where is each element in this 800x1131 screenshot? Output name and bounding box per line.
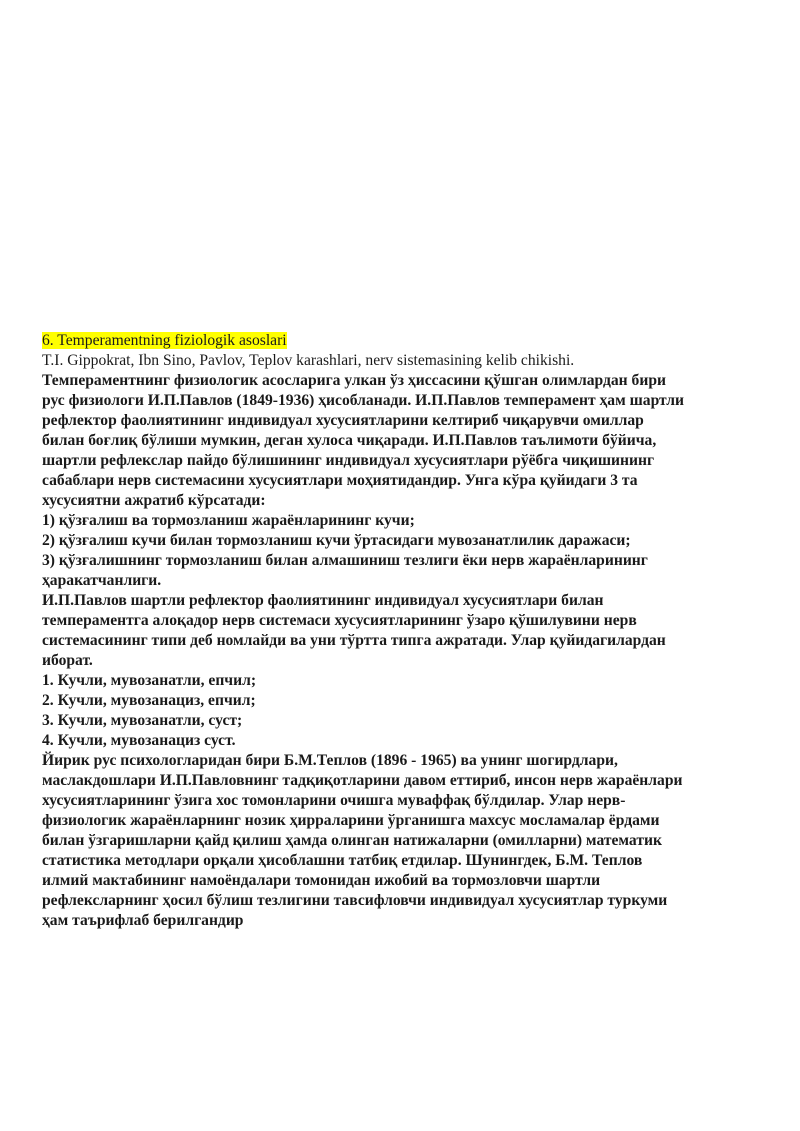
section-subheading: T.I. Gippokrat, Ibn Sino, Pavlov, Teplov karashlari, nerv sistemasining kelib chikishi. bbox=[42, 352, 575, 369]
paragraph-line: маслакдошлари И.П.Павловнинг тадқиқотларини давом еттириб, инсон нерв жараёнлари bbox=[42, 772, 683, 789]
list-item: 1) қўзғалиш ва тормозланиш жараёнларининг кучи; bbox=[42, 512, 415, 529]
document-page bbox=[42, 331, 772, 931]
list-item: 2) қўзғалиш кучи билан тормозланиш кучи ўртасидаги мувозанатлилик даражаси; bbox=[42, 532, 631, 549]
heading-highlight: 6. Temperamentning fiziologik asoslari bbox=[42, 332, 287, 349]
paragraph-line: статистика методлари орқали ҳисоблашни татбиқ етдилар. Шунингдек, Б.М. Теплов bbox=[42, 852, 643, 869]
paragraph-teplov bbox=[42, 751, 772, 931]
paragraph-line: системасининг типи деб номлайди ва уни тўртта типга ажратади. Улар қуйидагилардан bbox=[42, 632, 666, 649]
paragraph-physiology-intro bbox=[42, 371, 772, 511]
paragraph-line: темпераментга алоқадор нерв системаси хусусиятларининг ўзаро қўшилувини нерв bbox=[42, 612, 637, 629]
types-list bbox=[42, 671, 772, 751]
paragraph-line: хусусиятни ажратиб кўрсатади: bbox=[42, 492, 266, 509]
paragraph-line: хусусиятларининг ўзига хос томонларини очишга муваффақ бўлдилар. Улар нерв- bbox=[42, 792, 626, 809]
paragraph-line: сабаблари нерв системасини хусусиятлари моҳиятидандир. Унга кўра қуйидаги 3 та bbox=[42, 472, 638, 489]
paragraph-line: физиологик жараёнларнинг нозик ҳирраларини ўрганишга махсус мосламалар ёрдами bbox=[42, 812, 660, 829]
paragraph-line: ҳам таърифлаб берилгандир bbox=[42, 912, 244, 929]
paragraph-line: И.П.Павлов шартли рефлектор фаолиятининг индивидуал хусусиятлари билан bbox=[42, 592, 604, 609]
paragraph-line: Темпераментнинг физиологик асосларига улкан ўз ҳиссасини қўшган олимлардан бири bbox=[42, 372, 666, 389]
properties-list bbox=[42, 511, 772, 591]
paragraph-line: рус физиологи И.П.Павлов (1849-1936) ҳисобланади. И.П.Павлов темперамент ҳам шартли bbox=[42, 392, 685, 409]
paragraph-line: иборат. bbox=[42, 652, 93, 669]
paragraph-line: илмий мактабининг намоёндалари томонидан ижобий ва тормозловчи шартли bbox=[42, 872, 601, 889]
paragraph-line: Йирик рус психологларидан бири Б.М.Теплов (1896 - 1965) ва унинг шогирдлари, bbox=[42, 752, 618, 769]
paragraph-line: шартли рефлекслар пайдо бўлишининг индивидуал хусусиятлари рўёбга чиқишининг bbox=[42, 452, 655, 469]
section-heading bbox=[42, 331, 772, 351]
paragraph-pavlov-types bbox=[42, 591, 772, 671]
paragraph-line: билан ўзгаришларни қайд қилиш ҳамда олинган натижаларни (омилларни) математик bbox=[42, 832, 662, 849]
list-item: ҳаракатчанлиги. bbox=[42, 572, 162, 589]
paragraph-line: билан боғлиқ бўлиши мумкин, деган хулоса чиқаради. И.П.Павлов таълимоти бўйича, bbox=[42, 432, 657, 449]
list-item: 2. Кучли, мувозанациз, епчил; bbox=[42, 692, 256, 709]
paragraph-line: рефлексларнинг ҳосил бўлиш тезлигини тавсифловчи индивидуал хусусиятлар туркуми bbox=[42, 892, 668, 909]
list-item: 1. Кучли, мувозанатли, епчил; bbox=[42, 672, 257, 689]
list-item: 3. Кучли, мувозанатли, суст; bbox=[42, 712, 243, 729]
list-item: 4. Кучли, мувозанациз суст. bbox=[42, 732, 236, 749]
list-item: 3) қўзғалишнинг тормозланиш билан алмашиниш тезлиги ёки нерв жараёнларининг bbox=[42, 552, 648, 569]
paragraph-line: рефлектор фаолиятининг индивидуал хусусиятларини келтириб чиқарувчи омиллар bbox=[42, 412, 644, 429]
